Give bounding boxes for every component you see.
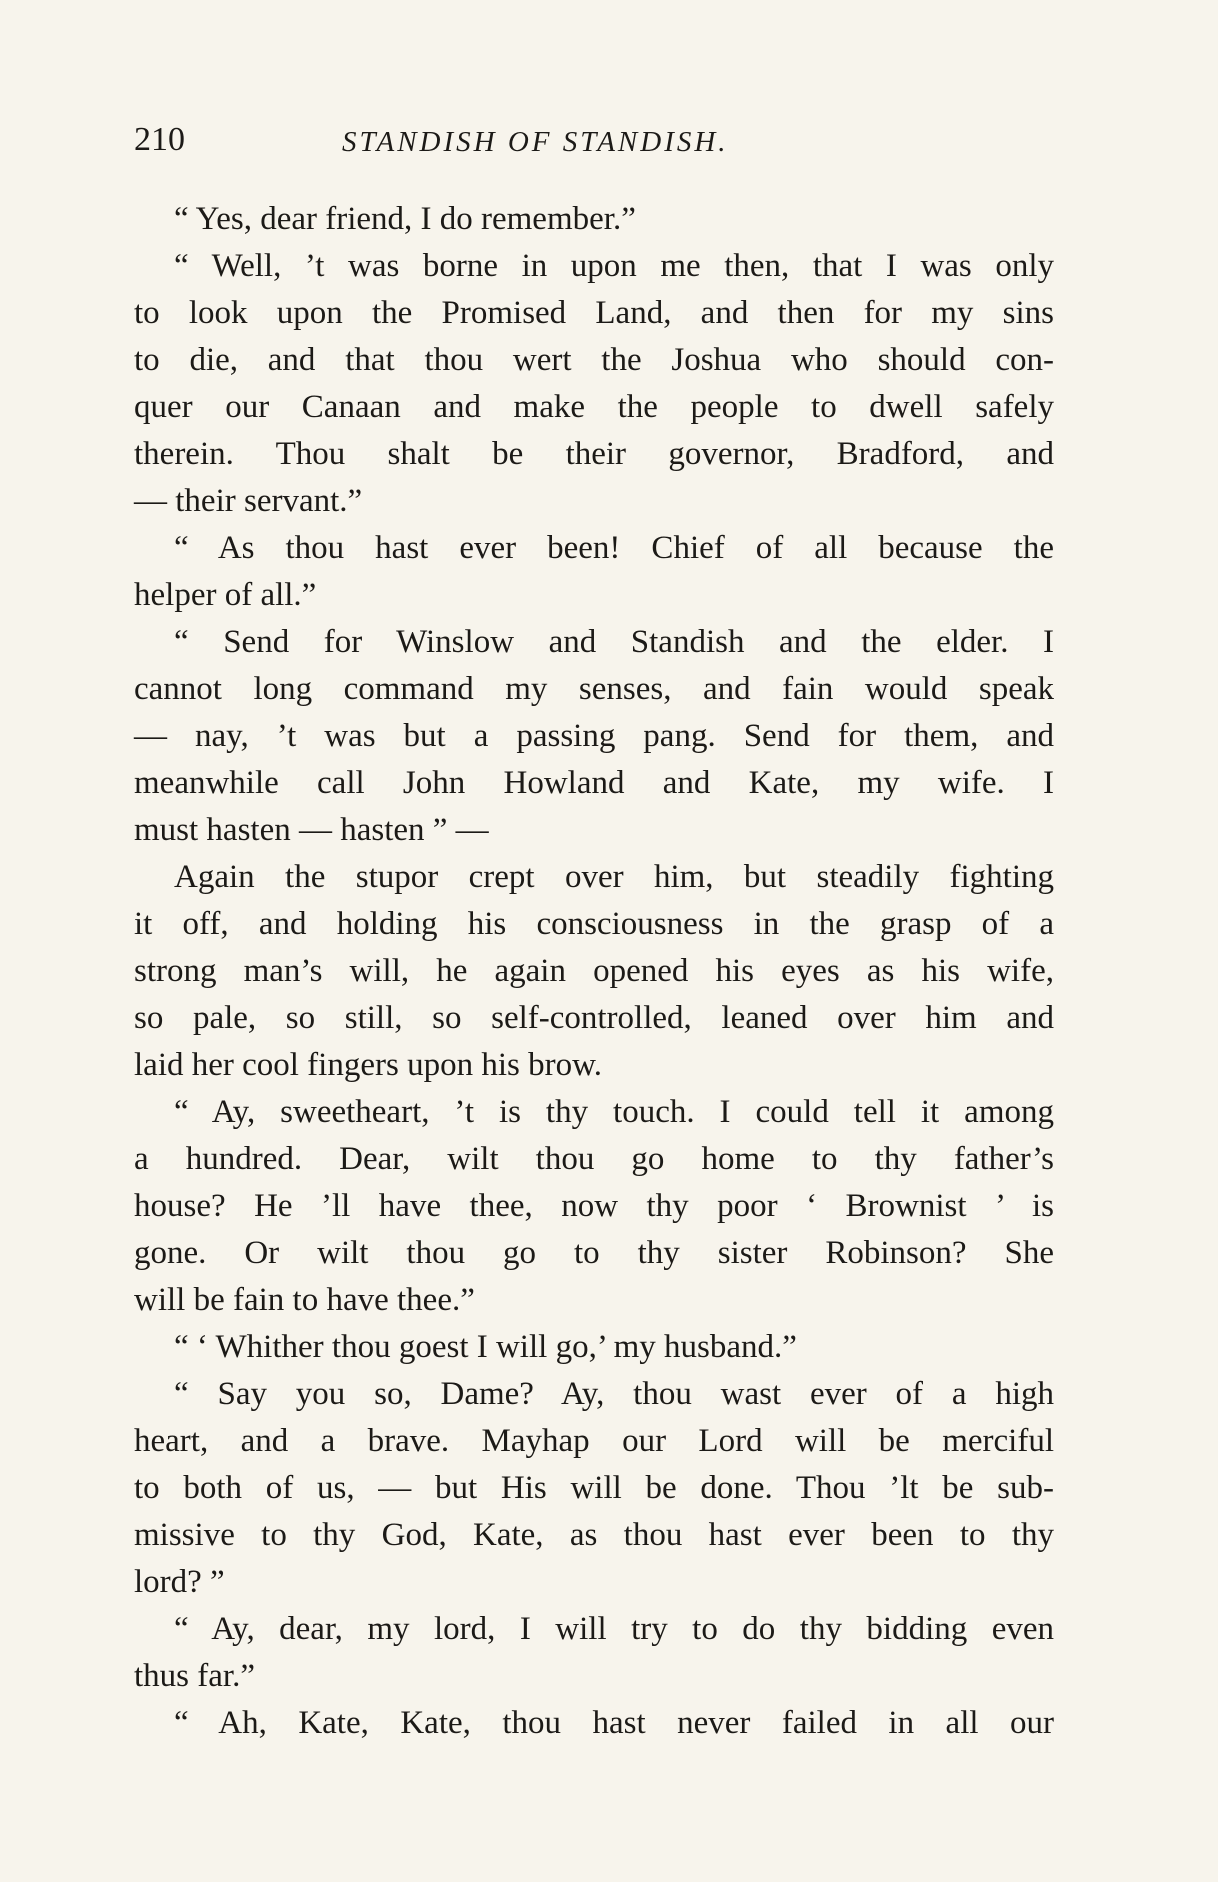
text-line: cannot long command my senses, and fain would speak [134,671,1054,707]
text-line: helper of all.” [134,577,317,613]
text-line: “ ‘ Whither thou goest I will go,’ my husband.” [174,1329,797,1365]
text-line: so pale, so still, so self-controlled, leaned over him and [134,1000,1054,1036]
text-line: must hasten — hasten ” — [134,812,489,848]
text-line: heart, and a brave. Mayhap our Lord will be merciful [134,1423,1054,1459]
text-line: — their servant.” [134,483,363,519]
text-line: Again the stupor crept over him, but steadily fighting [174,859,1054,895]
text-line: “ Ah, Kate, Kate, thou hast never failed in all our [174,1705,1054,1741]
text-line: — nay, ’t was but a passing pang. Send for them, and [134,718,1054,754]
text-line: to look upon the Promised Land, and then for my sins [134,295,1054,331]
text-line: to die, and that thou wert the Joshua who should con- [134,342,1054,378]
text-line: quer our Canaan and make the people to dwell safely [134,389,1054,425]
text-line: “ Yes, dear friend, I do remember.” [174,201,636,237]
text-line: lord? ” [134,1564,225,1600]
text-line: “ Ay, sweetheart, ’t is thy touch. I could tell it among [174,1094,1054,1130]
text-line: laid her cool fingers upon his brow. [134,1047,603,1083]
text-line: meanwhile call John Howland and Kate, my wife. I [134,765,1054,801]
text-line: will be fain to have thee.” [134,1282,475,1318]
text-line: therein. Thou shalt be their governor, Bradford, and [134,436,1054,472]
text-line: a hundred. Dear, wilt thou go home to thy father’s [134,1141,1054,1177]
page-header [134,120,1054,160]
running-title: STANDISH OF STANDISH. [342,126,729,158]
text-line: gone. Or wilt thou go to thy sister Robinson? She [134,1235,1054,1271]
text-line: house? He ’ll have thee, now thy poor ‘ Brownist ’ is [134,1188,1054,1224]
text-line: “ Say you so, Dame? Ay, thou wast ever of a high [174,1376,1054,1412]
text-line: to both of us, — but His will be done. Thou ’lt be sub- [134,1470,1054,1506]
text-line: “ As thou hast ever been! Chief of all because the [174,530,1054,566]
text-line: “ Ay, dear, my lord, I will try to do thy bidding even [174,1611,1054,1647]
text-line: “ Well, ’t was borne in upon me then, that I was only [174,248,1054,284]
page-number: 210 [134,121,185,158]
text-line: “ Send for Winslow and Standish and the elder. I [174,624,1054,660]
text-line: thus far.” [134,1658,255,1694]
text-line: it off, and holding his consciousness in the grasp of a [134,906,1054,942]
body-text [134,196,1054,1747]
text-line: strong man’s will, he again opened his eyes as his wife, [134,953,1054,989]
text-line: missive to thy God, Kate, as thou hast ever been to thy [134,1517,1054,1553]
